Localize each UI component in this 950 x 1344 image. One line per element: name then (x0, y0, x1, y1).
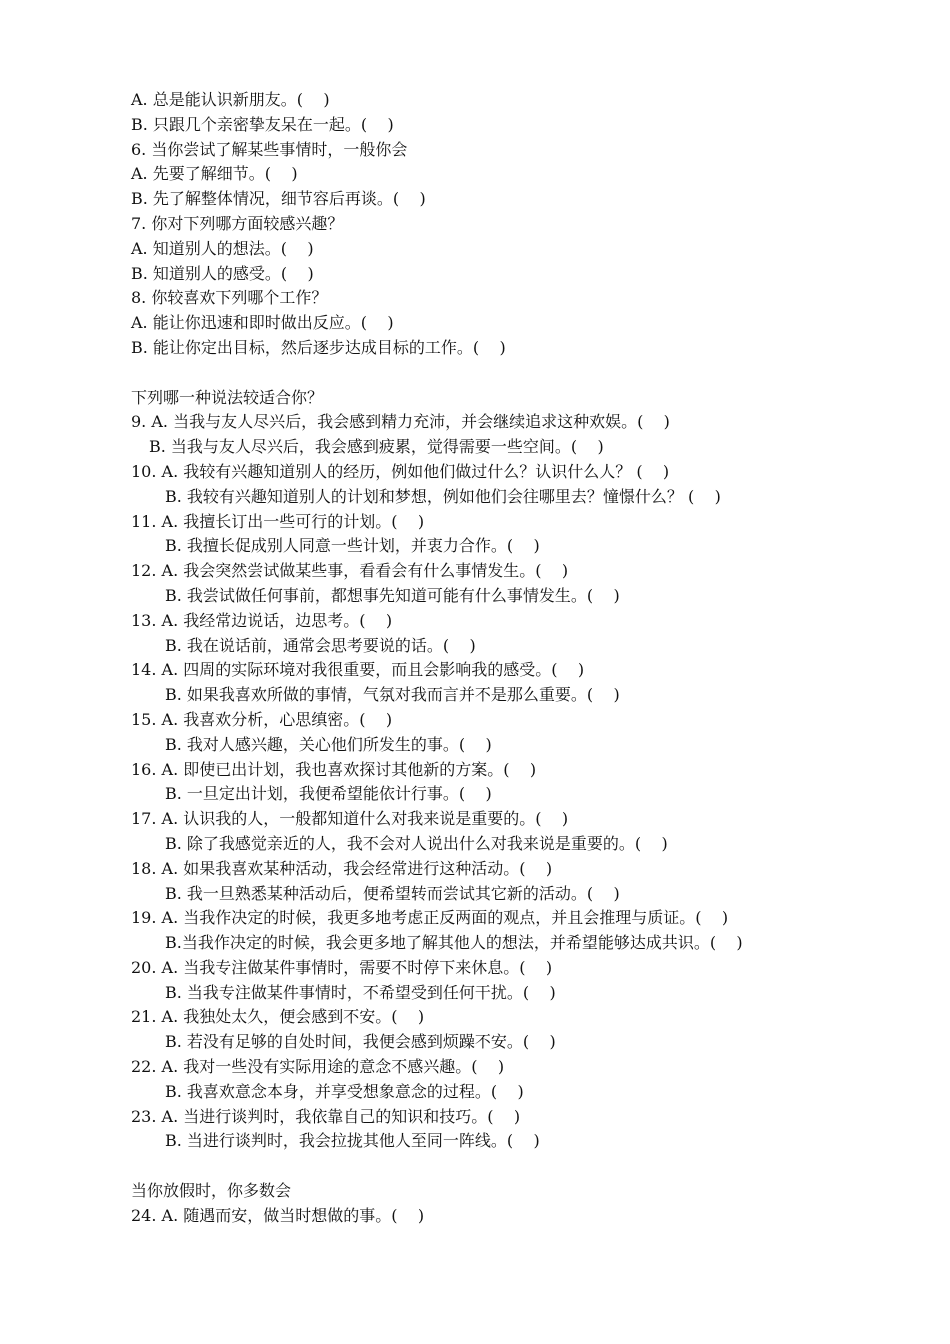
spacer (131, 1154, 891, 1179)
spacer (131, 361, 891, 386)
question-15-option-b: B. 我对人感兴趣，关心他们所发生的事。( ) (165, 734, 492, 754)
question-21-option-b: B. 若没有足够的自处时间，我便会感到烦躁不安。( ) (165, 1032, 556, 1052)
question-18-option-a: 18. A. 如果我喜欢某种活动，我会经常进行这种活动。( ) (131, 858, 553, 878)
question-12-option-b: B. 我尝试做任何事前，都想事先知道可能有什么事情发生。( ) (165, 585, 620, 605)
option-line: A. 先要了解细节。( ) (131, 164, 298, 184)
question-10-option-a: 10. A. 我较有兴趣知道别人的经历，例如他们做过什么？认识什么人？ ( ) (131, 461, 670, 481)
question-11-option-b: B. 我擅长促成别人同意一些计划，并衷力合作。( ) (165, 536, 540, 556)
question-15-option-a: 15. A. 我喜欢分析，心思缜密。( ) (131, 709, 393, 729)
option-line: B. 能让你定出目标，然后逐步达成目标的工作。( ) (131, 337, 506, 357)
option-line: A. 知道别人的想法。( ) (131, 238, 314, 258)
question-23-option-b: B. 当进行谈判时，我会拉拢其他人至同一阵线。( ) (165, 1131, 540, 1151)
question-22-option-a: 22. A. 我对一些没有实际用途的意念不感兴趣。( ) (131, 1057, 505, 1077)
question-line: 8. 你较喜欢下列哪个工作？ (131, 288, 328, 308)
option-line: A. 总是能认识新朋友。( ) (131, 90, 330, 109)
question-17-option-b: B. 除了我感觉亲近的人，我不会对人说出什么对我来说是重要的。( ) (165, 833, 668, 853)
question-13-option-a: 13. A. 我经常边说话，边思考。( ) (131, 610, 393, 630)
question-17-option-a: 17. A. 认识我的人，一般都知道什么对我来说是重要的。( ) (131, 809, 569, 829)
question-11-option-a: 11. A. 我擅长订出一些可行的计划。( ) (131, 511, 425, 531)
question-line: 6. 当你尝试了解某些事情时，一般你会 (131, 139, 408, 159)
question-24-option-a: 24. A. 随遇而安，做当时想做的事。( ) (131, 1205, 425, 1225)
question-14-option-b: B. 如果我喜欢所做的事情，气氛对我而言并不是那么重要。( ) (165, 685, 620, 705)
question-9-option-b: B. 当我与友人尽兴后，我会感到疲累，觉得需要一些空间。( ) (149, 437, 604, 457)
question-line: 7. 你对下列哪方面较感兴趣？ (131, 213, 344, 233)
question-22-option-b: B. 我喜欢意念本身，并享受想象意念的过程。( ) (165, 1081, 524, 1101)
question-13-option-b: B. 我在说话前，通常会思考要说的话。( ) (165, 635, 476, 655)
option-line: B. 先了解整体情况，细节容后再谈。( ) (131, 189, 426, 209)
question-12-option-a: 12. A. 我会突然尝试做某些事，看看会有什么事情发生。( ) (131, 561, 569, 581)
option-line: B. 只跟几个亲密挚友呆在一起。( ) (131, 114, 394, 134)
option-line: B. 知道别人的感受。( ) (131, 263, 314, 283)
section-heading: 当你放假时，你多数会 (131, 1181, 292, 1201)
question-23-option-a: 23. A. 当进行谈判时，我依靠自己的知识和技巧。( ) (131, 1106, 521, 1126)
question-20-option-a: 20. A. 当我专注做某件事情时，需要不时停下来休息。( ) (131, 957, 553, 977)
question-16-option-a: 16. A. 即使已出计划，我也喜欢探讨其他新的方案。( ) (131, 759, 537, 779)
question-20-option-b: B. 当我专注做某件事情时，不希望受到任何干扰。( ) (165, 982, 556, 1002)
question-10-option-b: B. 我较有兴趣知道别人的计划和梦想，例如他们会往哪里去？憧憬什么？ ( ) (165, 486, 721, 506)
question-21-option-a: 21. A. 我独处太久，便会感到不安。( ) (131, 1007, 425, 1027)
document-body (131, 88, 891, 1229)
question-19-option-b: B.当我作决定的时候，我会更多地了解其他人的想法，并希望能够达成共识。( ) (165, 933, 743, 953)
section-heading: 下列哪一种说法较适合你？ (131, 387, 324, 407)
question-14-option-a: 14. A. 四周的实际环境对我很重要，而且会影响我的感受。( ) (131, 660, 585, 680)
question-18-option-b: B. 我一旦熟悉某种活动后，便希望转而尝试其它新的活动。( ) (165, 883, 620, 903)
question-19-option-a: 19. A. 当我作决定的时候，我更多地考虑正反两面的观点，并且会推理与质证。( ) (131, 908, 729, 928)
question-16-option-b: B. 一旦定出计划，我便希望能依计行事。( ) (165, 784, 492, 804)
question-9-option-a: 9. A. 当我与友人尽兴后，我会感到精力充沛，并会继续追求这种欢娱。( ) (131, 412, 670, 432)
option-line: A. 能让你迅速和即时做出反应。( ) (131, 313, 394, 333)
